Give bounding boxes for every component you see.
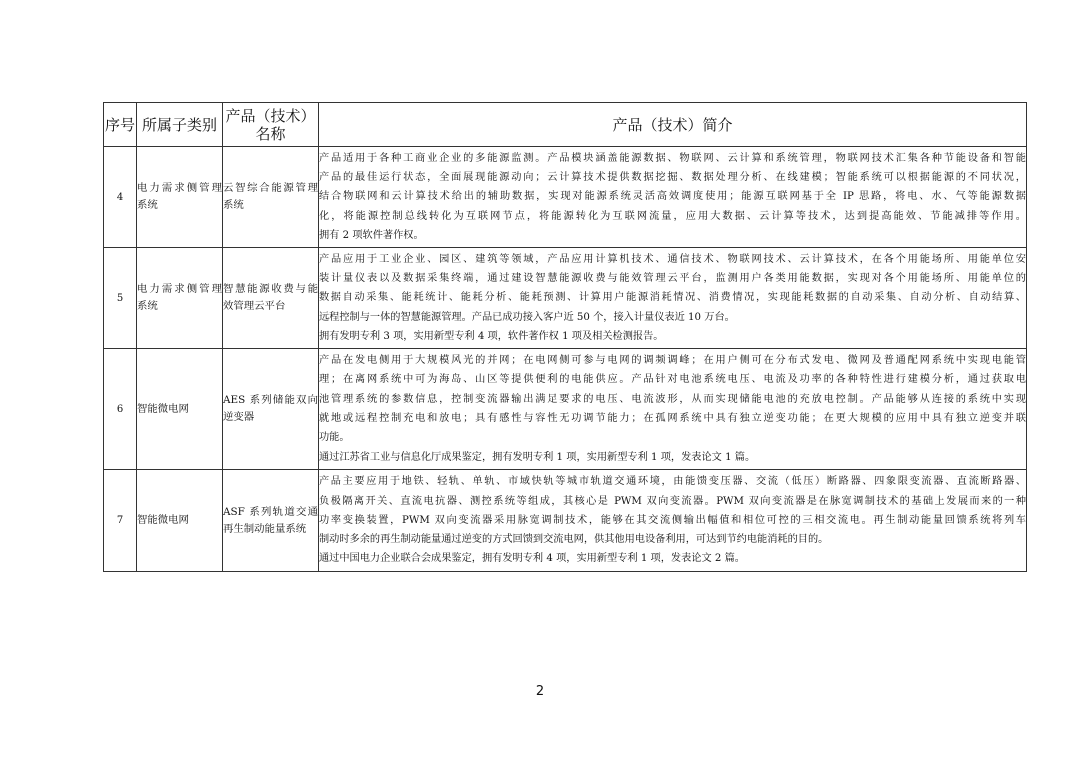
row-description [319, 349, 1027, 470]
description-line: 理；在离网系统中可为海岛、山区等提供便利的电能供应。产品针对电池系统电压、电流及功率的各种特性进行建模分析，通过获取电 [319, 374, 1026, 386]
product-line: 逆变器 [223, 411, 255, 423]
header-product-line1: 产品（技术） [225, 106, 316, 125]
description-line: 制动时多余的再生制动能量通过逆变的方式回馈到交流电网，供其他用电设备利用，可达到节约电能消耗的目的。 [319, 534, 829, 546]
description-line: 通过中国电力企业联合会成果鉴定，拥有发明专利 4 项，实用新型专利 1 项，发表论文 2 篇。 [319, 553, 745, 565]
description-line: 就地或远程控制充电和放电；具有感性与容性无功调节能力；在孤网系统中具有独立逆变功能；在更大规模的应用中具有独立逆变并联 [319, 413, 1026, 424]
table-header-row [104, 103, 1027, 147]
description-line: 拥有发明专利 3 项，实用新型专利 4 项，软件著作权 1 项及相关检测报告。 [319, 330, 664, 342]
table-row [104, 349, 1027, 470]
row-category [137, 470, 223, 572]
description-line: 远程控制与一体的智慧能源管理。产品已成功接入客户近 50 个，接入计量仪表近 10 万台。 [319, 311, 735, 323]
header-product [223, 103, 319, 147]
row-description [319, 147, 1027, 248]
row-category [137, 248, 223, 349]
category-line: 智能微电网 [137, 514, 189, 526]
row-index: 5 [104, 248, 137, 349]
description-line: 通过江苏省工业与信息化厅成果鉴定，拥有发明专利 1 项，实用新型专利 1 项，发表论文 1 篇。 [319, 451, 756, 463]
description-line: 产品的最佳运行状态，全面展现能源动向；云计算技术提供数据挖掘、数据处理分析、在线建模；智能系统可以根据能源的不同状况， [319, 172, 1026, 184]
description-line: 池管理系统的参数信息，控制变流器输出满足要求的电压、电流波形，从而实现储能电池的充放电控制。产品能够从连接的系统中实现 [319, 393, 1026, 405]
product-line: 再生制动能量系统 [223, 522, 307, 535]
header-category: 所属子类别 [137, 103, 223, 147]
description-line: 产品主要应用于地铁、轻轨、单轨、市域快轨等城市轨道交通环境，由能馈变压器、交流（低压）断路器、四象限变流器、直流断路器、 [319, 476, 1026, 488]
description-line: 产品适用于各种工商业企业的多能源监测。产品模块涵盖能源数据、物联网、云计算和系统管理，物联网技术汇集各种节能设备和智能 [319, 152, 1026, 164]
category-line: 电力需求侧管理 [137, 182, 222, 194]
row-category [137, 349, 223, 470]
product-line: 效管理云平台 [223, 300, 286, 312]
product-line: 智慧能源收费与能 [223, 283, 318, 295]
description-line: 装计量仪表以及数据采集终端，通过建设智慧能源收费与能效管理云平台，监测用户各类用能数据，实现对各个用能场所、用能单位的 [319, 273, 1026, 285]
description-line: 功率变换装置，PWM 双向变流器采用脉宽调制技术，能够在其交流侧输出幅值和相位可控的三相交流电。再生制动能量回馈系统将列车 [319, 514, 1026, 526]
description-line: 功能。 [319, 432, 350, 444]
row-index: 6 [104, 349, 137, 470]
row-description [319, 248, 1027, 349]
page-number: 2 [535, 684, 545, 699]
category-line: 系统 [137, 300, 158, 312]
description-line: 化，将能源控制总线转化为互联网节点，将能源转化为互联网流量，应用大数据、云计算等技术，达到提高能效、节能减排等作用。 [319, 210, 1026, 222]
product-line: 云智综合能源管理 [223, 182, 318, 194]
category-line: 电力需求侧管理 [137, 283, 222, 295]
row-product [223, 470, 319, 572]
description-line: 产品在发电侧用于大规模风光的并网；在电网侧可参与电网的调频调峰；在用户侧可在分布式发电、微网及普通配网系统中实现电能管 [319, 355, 1026, 367]
product-line: 系统 [223, 199, 244, 211]
description-line: 负极隔离开关、直流电抗器、测控系统等组成，其核心是 PWM 双向变流器。PWM 双向变流器是在脉宽调制技术的基础上发展而来的一种 [319, 495, 1026, 507]
description-line: 数据自动采集、能耗统计、能耗分析、能耗预测、计算用户能源消耗情况、消费情况，实现能耗数据的自动采集、自动分析、自动结算、 [319, 292, 1026, 304]
header-description: 产品（技术）简介 [319, 103, 1027, 147]
description-line: 结合物联网和云计算技术给出的辅助数据，实现对能源系统灵活高效调度使用；能源互联网基于全 IP 思路，将电、水、气等能源数据 [319, 191, 1026, 203]
row-product [223, 248, 319, 349]
table-row [104, 147, 1027, 248]
row-product [223, 147, 319, 248]
row-index: 4 [104, 147, 137, 248]
product-line: ASF 系列轨道交通 [223, 505, 318, 518]
header-product-line2: 名称 [255, 124, 286, 143]
row-category [137, 147, 223, 248]
product-line: AES 系列储能双向 [223, 394, 318, 406]
header-index: 序号 [104, 103, 137, 147]
category-line: 系统 [137, 199, 158, 211]
row-product [223, 349, 319, 470]
description-line: 产品应用于工业企业、园区、建筑等领域，产品应用计算机技术、通信技术、物联网技术、云计算技术，在各个用能场所、用能单位安 [319, 253, 1026, 265]
category-line: 智能微电网 [137, 402, 189, 415]
description-line: 拥有 2 项软件著作权。 [319, 229, 424, 241]
table-row [104, 248, 1027, 349]
row-index: 7 [104, 470, 137, 572]
row-description [319, 470, 1027, 572]
product-table [103, 102, 1027, 572]
table-row [104, 470, 1027, 572]
